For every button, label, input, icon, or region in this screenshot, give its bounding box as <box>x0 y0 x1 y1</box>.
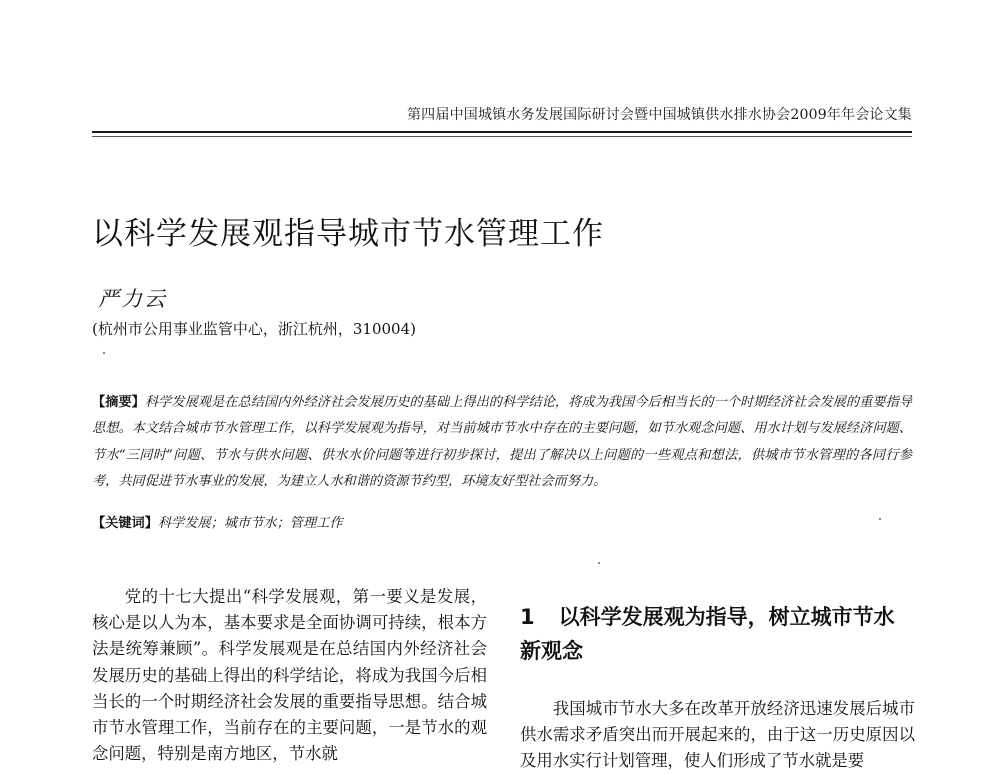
keywords <box>92 512 912 531</box>
section-heading <box>520 600 915 668</box>
scan-speck <box>103 352 105 354</box>
keywords-label: 【关键词】 <box>92 516 158 531</box>
scan-speck <box>598 562 600 564</box>
abstract <box>92 390 912 495</box>
running-header: 第四届中国城镇水务发展国际研讨会暨中国城镇供水排水协会2009年年会论文集 <box>406 107 912 123</box>
body-column-left <box>92 584 487 767</box>
section-number: 1 <box>520 605 535 629</box>
header-rule <box>92 131 912 133</box>
body-paragraph: 党的十七大提出“科学发展观，第一要义是发展，核心是以人为本，基本要求是全面协调可持续，根本方法是统筹兼顾”。科学发展观是在总结国内外经济社会发展历史的基础上得出的科学结论，将成为我国今后相当长的一个时期经济社会发展的重要指导思想。结合城市节水管理工作，当前存在的主要问题，一是节水的观念问题，特别是南方地区，节水就 <box>92 587 487 764</box>
abstract-text: 科学发展观是在总结国内外经济社会发展历史的基础上得出的科学结论，将成为我国今后相当长的一个时期经济社会发展的重要指导思想。本文结合城市节水管理工作，以科学发展观为指导，对当前城市节水中存在的主要问题，如节水观念问题、用水计划与发展经济问题、节水“三同时”问题、节水与供水问题、供水水价问题等进行初步探讨，提出了解决以上问题的一些观点和想法，供城市节水管理的各同行参考，共同促进节水事业的发展，为建立人水和谐的资源节约型，环境友好型社会而努力。 <box>92 395 912 489</box>
abstract-label: 【摘要】 <box>92 395 145 410</box>
section-paragraph: 我国城市节水大多在改革开放经济迅速发展后城市供水需求矛盾突出而开展起来的，由于这一历史原因以及用水实行计划管理，使人们形成了节水就是要 <box>520 699 915 771</box>
author-affiliation: (杭州市公用事业监管中心，浙江杭州，310004) <box>92 320 416 338</box>
author-name: 严力云 <box>98 287 167 311</box>
scan-speck <box>879 518 881 520</box>
section-heading-text: 以科学发展观为指导，树立城市节水新观念 <box>520 605 895 663</box>
paper-title: 以科学发展观指导城市节水管理工作 <box>92 216 604 252</box>
header-rule-thin <box>92 136 912 137</box>
body-column-right <box>520 600 915 775</box>
keywords-text: 科学发展；城市节水；管理工作 <box>157 516 343 531</box>
